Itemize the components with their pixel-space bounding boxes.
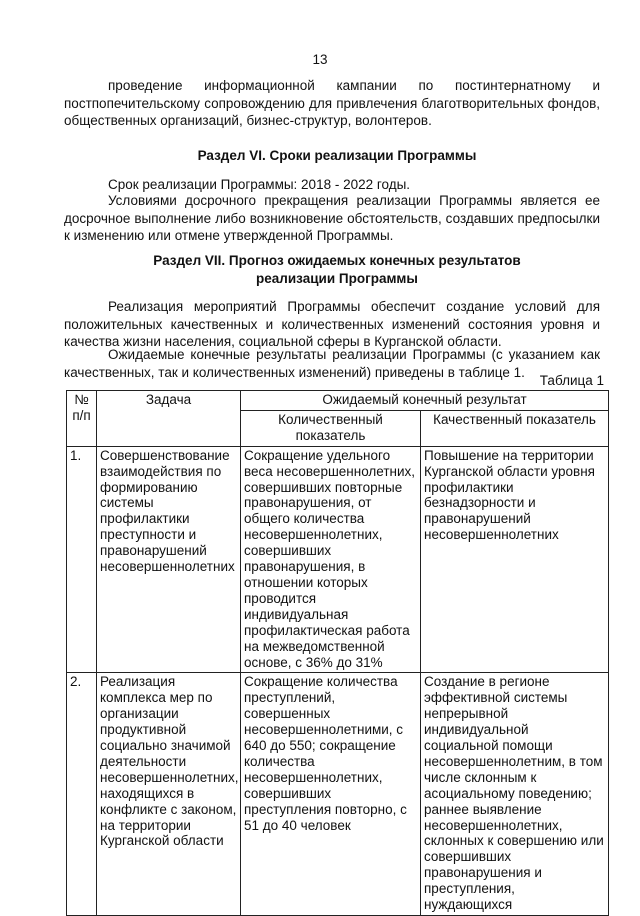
section6-paragraph1: Срок реализации Программы: 2018 - 2022 годы. <box>108 177 411 192</box>
row1-qualitative: Повышение на территории Курганской области уровня профилактики безнадзорности и правонарушений несовершеннолетних <box>421 446 609 673</box>
row1-num: 1. <box>67 446 97 673</box>
table-row <box>67 673 609 916</box>
page-number: 13 <box>312 52 328 67</box>
results-table <box>66 390 609 916</box>
intro-paragraph: проведение информационной кампании по постинтернатному и постпопечительскому сопровождению для привлечения благотворительных фондов, общественных организаций, бизнес-структур, волонтеров. <box>64 78 600 128</box>
section7-paragraph1: Реализация мероприятий Программы обеспечит создание условий для положительных качественных и количественных изменений состояния уровня и качества жизни населения, социальной сферы в Курганской области. <box>64 299 600 349</box>
row2-qualitative: Создание в регионе эффективной системы непрерывной индивидуальной социальной помощи несовершеннолетним, в том числе склонным к асоциальному поведению; раннее выявление несовершеннолетних, склонных к совершению или совершивших правонарушения и преступления, нуждающихся <box>421 673 609 916</box>
header-quantitative: Количественный показатель <box>241 410 421 446</box>
section7-heading <box>64 252 610 287</box>
table-row <box>67 446 609 673</box>
table-caption: Таблица 1 <box>539 373 604 388</box>
header-task: Задача <box>97 391 241 447</box>
row2-quantitative: Сокращение количества преступлений, совершенных несовершеннолетними, с 640 до 550; сокращение количества несовершеннолетних, совершивших преступления повторно, с 51 до 40 человек <box>241 673 421 916</box>
row1-task: Совершенствование взаимодействия по формированию системы профилактики преступности и правонарушений несовершеннолетних <box>97 446 241 673</box>
section7-paragraph2: Ожидаемые конечные результаты реализации Программы (с указанием как качественных, так и количественных изменений) приведены в таблице 1. <box>64 347 600 380</box>
table-header-row <box>67 391 609 411</box>
row1-quantitative: Сокращение удельного веса несовершеннолетних, совершивших повторные правонарушения, от общего количества несовершеннолетних, совершивших правонарушения, в отношении которых проводится индивидуальная профилактическая работа на межведомственной основе, с 36% до 31% <box>241 446 421 673</box>
header-qualitative: Качественный показатель <box>421 410 609 446</box>
row2-num: 2. <box>67 673 97 916</box>
row2-task: Реализация комплекса мер по организации продуктивной социально значимой деятельности несовершеннолетних, находящихся в конфликте с законом, на территории Курганской области <box>97 673 241 916</box>
section7-heading-line2: реализации Программы <box>256 270 418 286</box>
section6-paragraph2: Условиями досрочного прекращения реализации Программы является ее досрочное выполнение либо возникновение обстоятельств, создавших предпосылки к изменению или отмене утвержденной Программы. <box>64 193 600 243</box>
header-expected: Ожидаемый конечный результат <box>241 391 609 411</box>
section7-heading-line1: Раздел VII. Прогноз ожидаемых конечных результатов <box>153 253 521 268</box>
header-num: № п/п <box>67 391 97 447</box>
section6-heading: Раздел VI. Сроки реализации Программы <box>197 148 477 163</box>
